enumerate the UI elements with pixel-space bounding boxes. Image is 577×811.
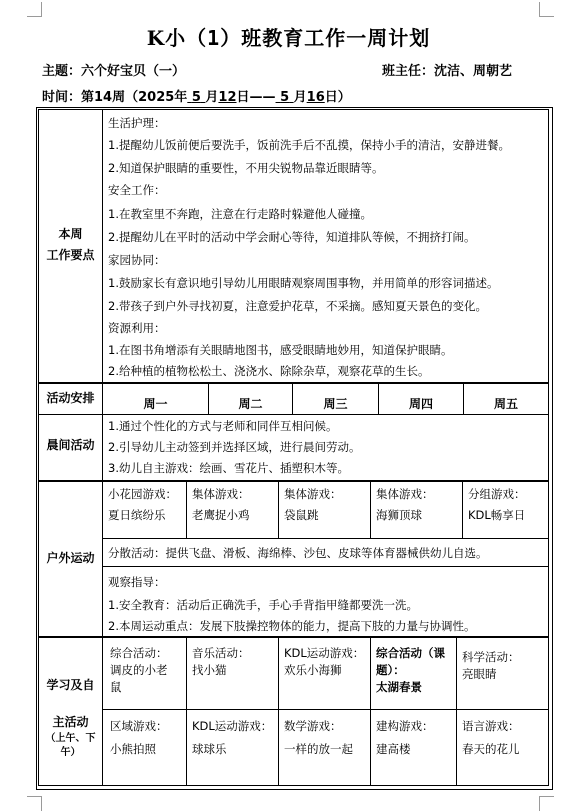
focus-line: 1.在教室里不奔跑，注意在行走路时躲避他人碰撞。	[108, 207, 372, 221]
study-label: 学习及自 主活动 （上午、下 午）	[45, 678, 96, 758]
observe-line: 1.安全教育：活动后正确洗手，手心手背指甲缝都要洗一洗。	[108, 598, 418, 612]
study-cell-wednesday: KDL运动游戏： 欢乐小海狮	[284, 646, 365, 677]
crop-mark-top-left	[27, 2, 42, 17]
morning-line: 2.引导幼儿主动签到并选择区域，进行晨间劳动。	[108, 440, 361, 454]
morning-line: 3.幼儿自主游戏：绘画、雪花片、插塑积木等。	[108, 461, 349, 475]
theme-line	[42, 60, 185, 79]
study-cell-tuesday: 音乐活动： 找小猫	[192, 646, 250, 677]
observe-title: 观察指导：	[108, 575, 166, 589]
row-divider	[39, 636, 548, 638]
teacher-line	[382, 60, 512, 79]
outdoor-game-monday: 小花园游戏： 夏日缤纷乐	[108, 487, 177, 522]
crop-mark-top-right	[539, 2, 554, 17]
row-divider	[39, 480, 548, 482]
focus-line: 2.带孩子到户外寻找初夏，注意爱护花草，不采摘。感知夏天景色的变化。	[108, 299, 487, 313]
row-divider	[103, 566, 548, 567]
outdoor-label: 户外运动	[46, 551, 95, 565]
col-divider	[370, 637, 371, 785]
morning-label: 晨间活动	[46, 438, 95, 452]
col-divider	[186, 481, 187, 538]
schedule-label: 活动安排	[46, 391, 95, 405]
category-divider	[102, 110, 103, 785]
focus-line: 2.提醒幼儿在平时的活动中学会耐心等待，知道排队等候，不拥挤打闹。	[108, 230, 476, 244]
teacher-value: 沈洁、周朝艺	[434, 64, 513, 79]
theme-value: 六个好宝贝（一）	[81, 64, 186, 79]
crop-mark-bottom-right	[539, 796, 554, 811]
col-divider	[456, 637, 457, 785]
study-row2-wednesday: 数学游戏： 一样的放一起	[284, 719, 353, 756]
study-row2-friday: 语言游戏： 春天的花儿	[462, 719, 520, 756]
row-divider	[39, 382, 548, 384]
dispersed-activity: 分散活动：提供飞盘、滑板、海绵棒、沙包、皮球等体育器械供幼儿自选。	[108, 546, 488, 560]
observe-line: 2.本周运动重点：发展下肢操控物体的能力，提高下肢的力量与协调性。	[108, 619, 476, 633]
focus-line: 2.给种植的植物松松土、浇浇水、除除杂草，观察花草的生长。	[108, 364, 430, 378]
focus-line: 资源利用：	[108, 321, 166, 335]
focus-line: 1.鼓励家长有意识地引导幼儿用眼睛观察周围事物，并用简单的形容词描述。	[108, 276, 499, 290]
day-thursday: 周四	[408, 397, 433, 411]
study-cell-friday: 科学活动： 亮眼睛	[462, 650, 520, 681]
study-row2-thursday: 建构游戏： 建高楼	[376, 719, 434, 756]
crop-mark-bottom-left	[27, 796, 42, 811]
day-tuesday: 周二	[238, 397, 263, 411]
day-friday: 周五	[493, 397, 518, 411]
week-focus-label: 本周 工作要点	[46, 227, 95, 262]
col-divider	[462, 481, 463, 538]
time-line: 时间：第14周（2025年 5 月12日—— 5 月16日）	[42, 90, 351, 105]
day-monday: 周一	[143, 397, 168, 411]
study-cell-monday: 综合活动： 调皮的小老 鼠	[110, 646, 168, 694]
theme-label: 主题：	[42, 64, 82, 79]
focus-line: 2.知道保护眼睛的重要性，不用尖锐物品靠近眼睛等。	[108, 161, 384, 175]
outdoor-game-friday: 分组游戏： KDL畅享日	[468, 487, 526, 522]
day-wednesday: 周三	[323, 397, 348, 411]
focus-line: 安全工作：	[108, 183, 166, 197]
teacher-label: 班主任：	[382, 64, 435, 79]
row-divider	[103, 538, 548, 539]
focus-line: 家园协同：	[108, 253, 166, 267]
study-row2-monday: 区域游戏： 小熊拍照	[110, 719, 168, 756]
study-cell-thursday: 综合活动（课 题）： 太湖春景	[376, 646, 445, 694]
col-divider	[278, 481, 279, 538]
col-divider	[186, 637, 187, 785]
focus-line: 生活护理：	[108, 116, 166, 130]
morning-line: 1.通过个性化的方式与老师和同伴互相问候。	[108, 419, 338, 433]
outdoor-game-tuesday: 集体游戏： 老鹰捉小鸡	[192, 487, 250, 522]
page-title: K小（1）班教育工作一周计划	[146, 26, 431, 50]
outdoor-game-wednesday: 集体游戏： 袋鼠跳	[284, 487, 342, 522]
focus-line: 1.提醒幼儿饭前便后要洗手，饭前洗手后不乱摸，保持小手的清洁，安静进餐。	[108, 138, 510, 152]
col-divider	[278, 637, 279, 785]
row-divider	[39, 414, 548, 415]
focus-line: 1.在图书角增添有关眼睛地图书，感受眼睛地妙用，知道保护眼睛。	[108, 343, 453, 357]
col-divider	[370, 481, 371, 538]
study-row2-tuesday: KDL运动游戏： 球球乐	[192, 719, 273, 756]
outdoor-game-thursday: 集体游戏： 海狮顶球	[376, 487, 434, 522]
row-divider	[103, 709, 548, 710]
